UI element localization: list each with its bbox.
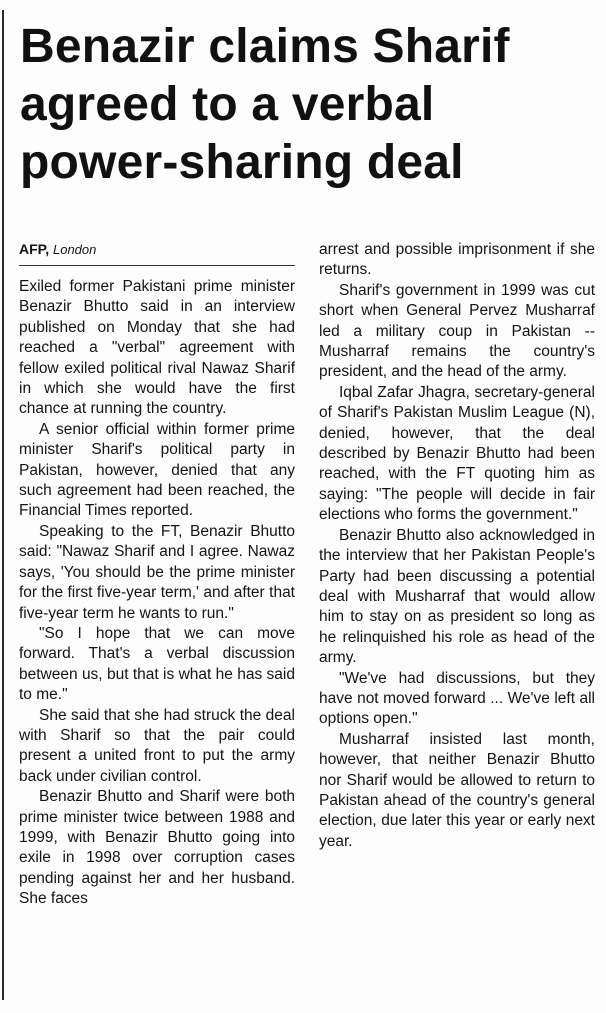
article-column-2: [319, 240, 595, 852]
paragraph: Sharif's government in 1999 was cut short when General Pervez Musharraf led a military coup in Pakistan -- Musharraf remains the country's president, and the head of the army.: [319, 281, 595, 381]
left-column-rule: [2, 10, 4, 1000]
headline: Benazir claims Sharif agreed to a verbal power-sharing deal: [20, 20, 510, 189]
paragraph: Benazir Bhutto and Sharif were both prime minister twice between 1988 and 1999, with Benazir Bhutto going into exile in 1998 over corruption cases pending against her and her husband. She faces: [19, 788, 295, 908]
article-column-1: [19, 277, 295, 910]
byline: [19, 240, 295, 266]
paragraph: Iqbal Zafar Jhagra, secretary-general of Sharif's Pakistan Muslim League (N), denied, however, that the deal described by Benazir Bhutto had been reached, with the FT quoting him as saying: "The people will decide in fair elections who forms the government.": [319, 383, 595, 524]
paragraph: arrest and possible imprisonment if she returns.: [319, 241, 595, 279]
paragraph: Musharraf insisted last month, however, that neither Benazir Bhutto nor Sharif would be allowed to return to Pakistan ahead of the country's general election, due later this year or early next year.: [319, 730, 595, 850]
paragraph: "We've had discussions, but they have not moved forward ... We've left all options open.": [319, 669, 595, 728]
byline-location: London: [52, 242, 97, 257]
paragraph: Benazir Bhutto also acknowledged in the interview that her Pakistan People's Party had been discussing a potential deal with Musharraf that would allow him to stay on as president so long as he relinquished his role as head of the army.: [319, 526, 595, 667]
paragraph: "So I hope that we can move forward. That's a verbal discussion between us, but that is what he has said to me.": [19, 624, 295, 704]
paragraph: She said that she had struck the deal with Sharif so that the pair could present a united front to put the army back under civilian control.: [19, 706, 295, 785]
paragraph: Exiled former Pakistani prime minister Benazir Bhutto said in an interview published on Monday that she had reached a "verbal" agreement with fellow exiled political rival Nawaz Sharif in which she would have the first chance at running the country.: [19, 278, 295, 418]
paragraph: Speaking to the FT, Benazir Bhutto said: "Nawaz Sharif and I agree. Nawaz says, 'You should be the prime minister for the first five-year term,' and after that five-year term he wants to run.": [19, 522, 295, 622]
byline-agency: AFP,: [19, 241, 50, 257]
paragraph: A senior official within former prime minister Sharif's political party in Pakistan, however, denied that any such agreement had been reached, the Financial Times reported.: [19, 420, 295, 520]
